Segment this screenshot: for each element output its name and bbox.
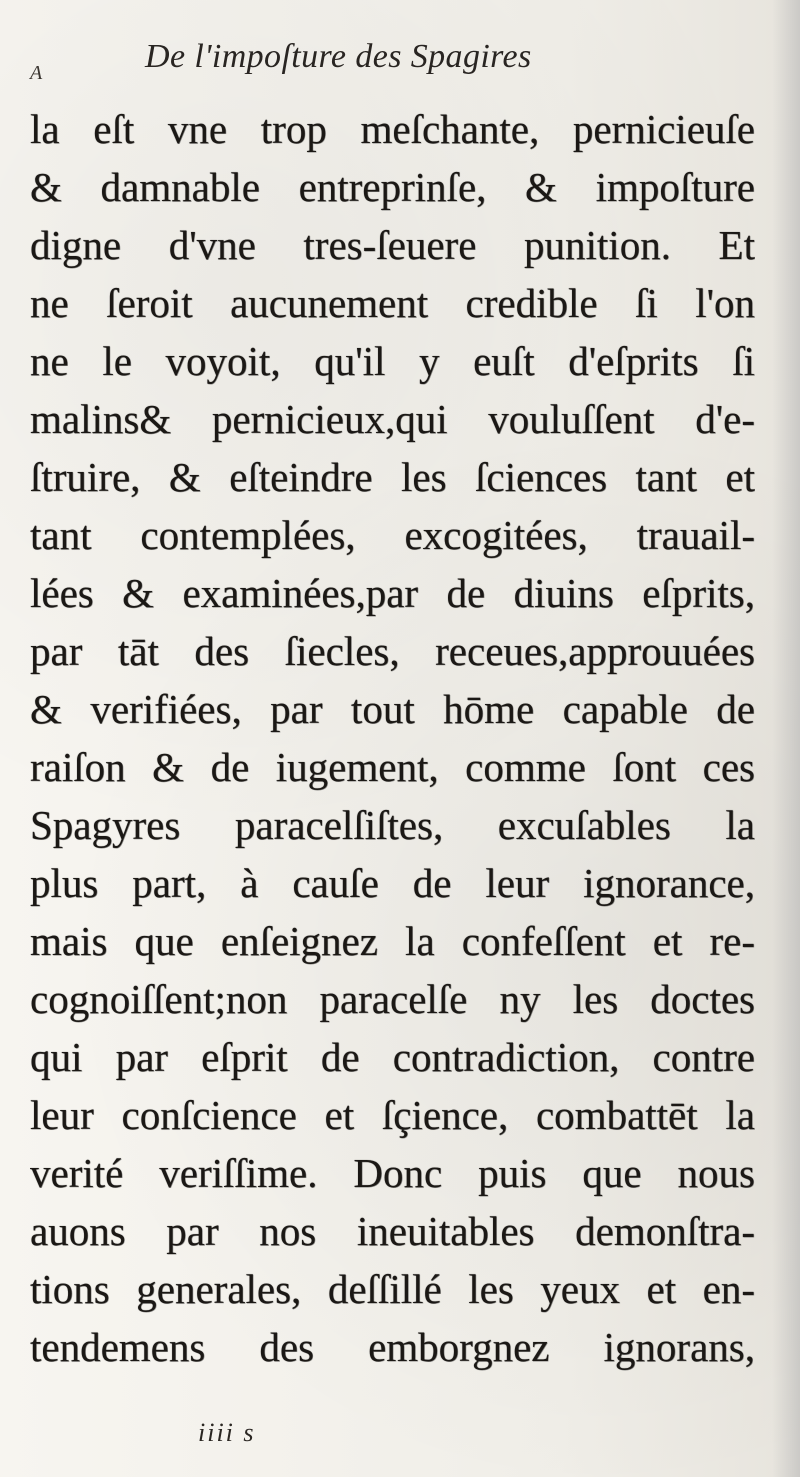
text-line: par tāt des ſiecles, receues,approuuées xyxy=(30,628,755,674)
body-text xyxy=(30,100,755,1376)
text-line: ſtruire, & eſteindre les ſciences tant et xyxy=(30,454,755,500)
text-line: ne le voyoit, qu'il y euſt d'eſprits ſi xyxy=(30,338,755,384)
text-line: lées & examinées,par de diuins eſprits, xyxy=(30,570,755,616)
page-edge-shadow xyxy=(772,0,800,1477)
text-line: leur conſcience et ſçience, combattēt la xyxy=(30,1092,755,1138)
text-line: verité veriſſime. Donc puis que nous xyxy=(30,1150,755,1196)
text-line: tant contemplées, excogitées, trauail- xyxy=(30,512,755,558)
text-line: qui par eſprit de contradiction, contre xyxy=(30,1034,755,1080)
running-head: De l'impoſture des Spagires xyxy=(145,38,532,75)
text-line: raiſon & de iugement, comme ſont ces xyxy=(30,744,755,790)
text-line: malins& pernicieux,qui vouluſſent d'e- xyxy=(30,396,755,442)
text-line: plus part, à cauſe de leur ignorance, xyxy=(30,860,755,906)
text-line: mais que enſeignez la confeſſent et re- xyxy=(30,918,755,964)
text-line: tendemens des emborgnez ignorans, xyxy=(30,1324,755,1370)
text-line: cognoiſſent;non paracelſe ny les doctes xyxy=(30,976,755,1022)
text-line: & damnable entreprinſe, & impoſture xyxy=(30,164,755,210)
text-line: auons par nos ineuitables demonſtra- xyxy=(30,1208,755,1254)
text-line: & verifiées, par tout hōme capable de xyxy=(30,686,755,732)
text-line: Spagyres paracelſiſtes, excuſables la xyxy=(30,802,755,848)
text-line: ne ſeroit aucunement credible ſi l'on xyxy=(30,280,755,326)
text-line: tions generales, deſſillé les yeux et en- xyxy=(30,1266,755,1312)
text-line: digne d'vne tres-ſeuere punition. Et xyxy=(30,222,755,268)
signature-mark: iiii s xyxy=(198,1418,256,1447)
text-line: la eſt vne trop meſchante, pernicieuſe xyxy=(30,106,755,152)
corner-mark: A xyxy=(30,62,43,84)
